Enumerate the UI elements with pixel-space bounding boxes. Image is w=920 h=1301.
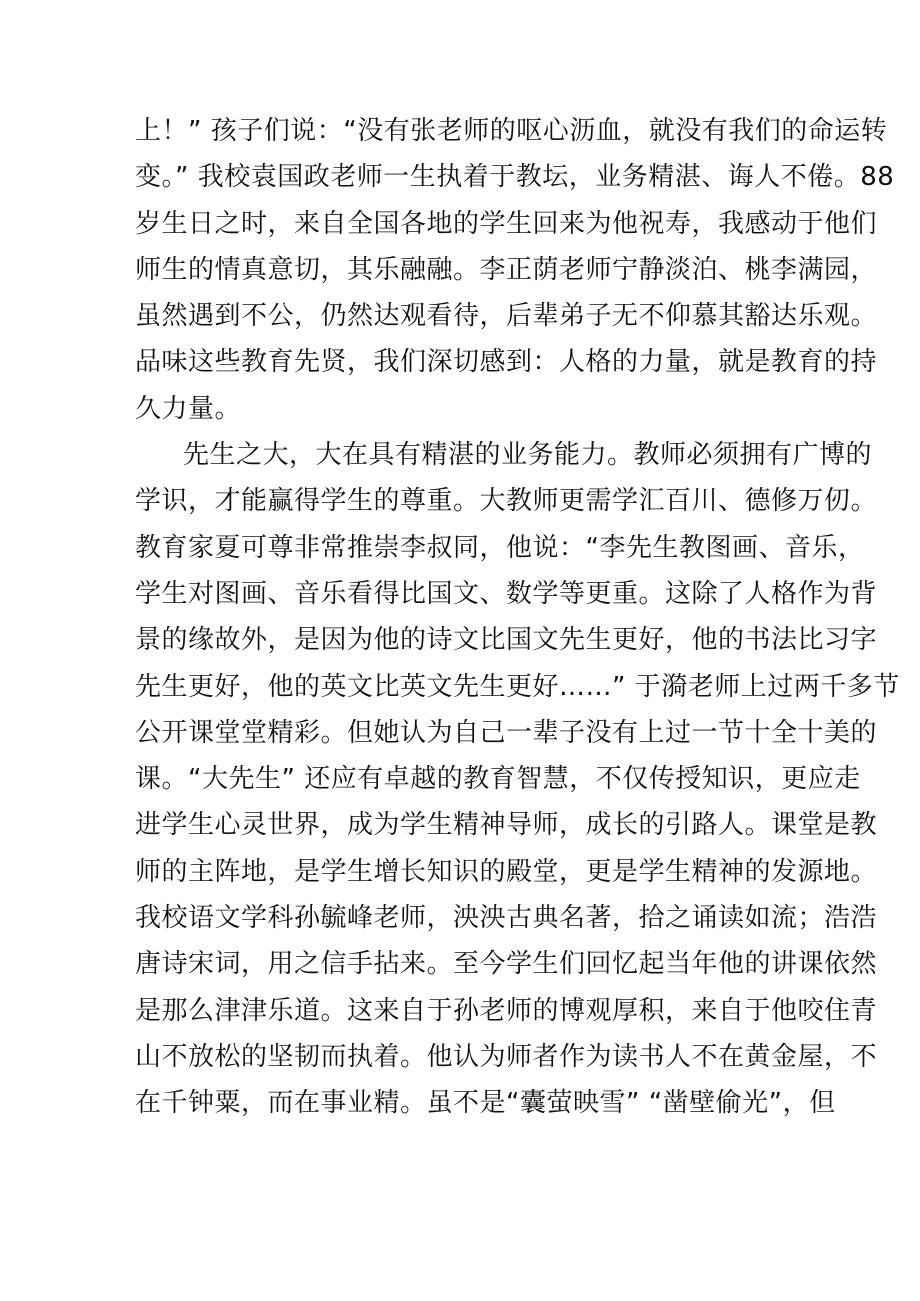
text-line: 师生的情真意切，其乐融融。李正荫老师宁静淡泊、桃李满园， <box>135 254 878 285</box>
text-line: 唐诗宋词，用之信手拈来。至今学生们回忆起当年他的讲课依然 <box>135 949 878 980</box>
text-line: 学生对图画、音乐看得比国文、数学等更重。这除了人格作为背 <box>135 578 878 609</box>
text-line: 在千钟粟，而在事业精。虽不是“囊萤映雪” “凿壁偷光”，但 <box>135 1088 836 1119</box>
text-line: 先生更好，他的英文比英文先生更好……” 于漪老师上过两千多节 <box>135 671 900 702</box>
text-line: 山不放松的坚韧而执着。他认为师者作为读书人不在黄金屋，不 <box>135 1041 878 1072</box>
text-line: 虽然遇到不公，仍然达观看待，后辈弟子无不仰慕其豁达乐观。 <box>135 301 878 332</box>
text-line: 景的缘故外，是因为他的诗文比国文先生更好，他的书法比习字 <box>135 625 878 656</box>
text-line: 岁生日之时，来自全国各地的学生回来为他祝寿，我感动于他们 <box>135 208 878 239</box>
text-line: 品味这些教育先贤，我们深切感到：人格的力量，就是教育的持 <box>135 347 878 378</box>
text-line: 教育家夏可尊非常推崇李叔同，他说：“李先生教图画、音乐， <box>135 532 865 563</box>
text-line: 进学生心灵世界，成为学生精神导师，成长的引路人。课堂是教 <box>135 810 878 841</box>
text-line: 学识，才能赢得学生的尊重。大教师更需学汇百川、德修万仞。 <box>135 486 878 517</box>
text-line: 变。” 我校袁国政老师一生执着于教坛，业务精湛、诲人不倦。88 <box>135 162 895 193</box>
text-line: 公开课堂堂精彩。但她认为自己一辈子没有上过一节十全十美的 <box>135 717 878 748</box>
text-line: 上！” 孩子们说：“没有张老师的呕心沥血，就没有我们的命运转 <box>135 116 888 146</box>
text-line: 我校语文学科孙毓峰老师，泱泱古典名著，拾之诵读如流；浩浩 <box>135 903 878 934</box>
text-line: 是那么津津乐道。这来自于孙老师的博观厚积，来自于他咬住青 <box>135 995 878 1026</box>
text-line: 课。“大先生” 还应有卓越的教育智慧，不仅传授知识，更应走 <box>135 764 861 795</box>
paragraph-first-line: 先生之大，大在具有精湛的业务能力。教师必须拥有广博的 <box>183 440 873 471</box>
text-line: 师的主阵地，是学生增长知识的殿堂，更是学生精神的发源地。 <box>135 856 878 887</box>
document-body <box>0 108 920 1127</box>
text-line: 久力量。 <box>135 393 242 424</box>
